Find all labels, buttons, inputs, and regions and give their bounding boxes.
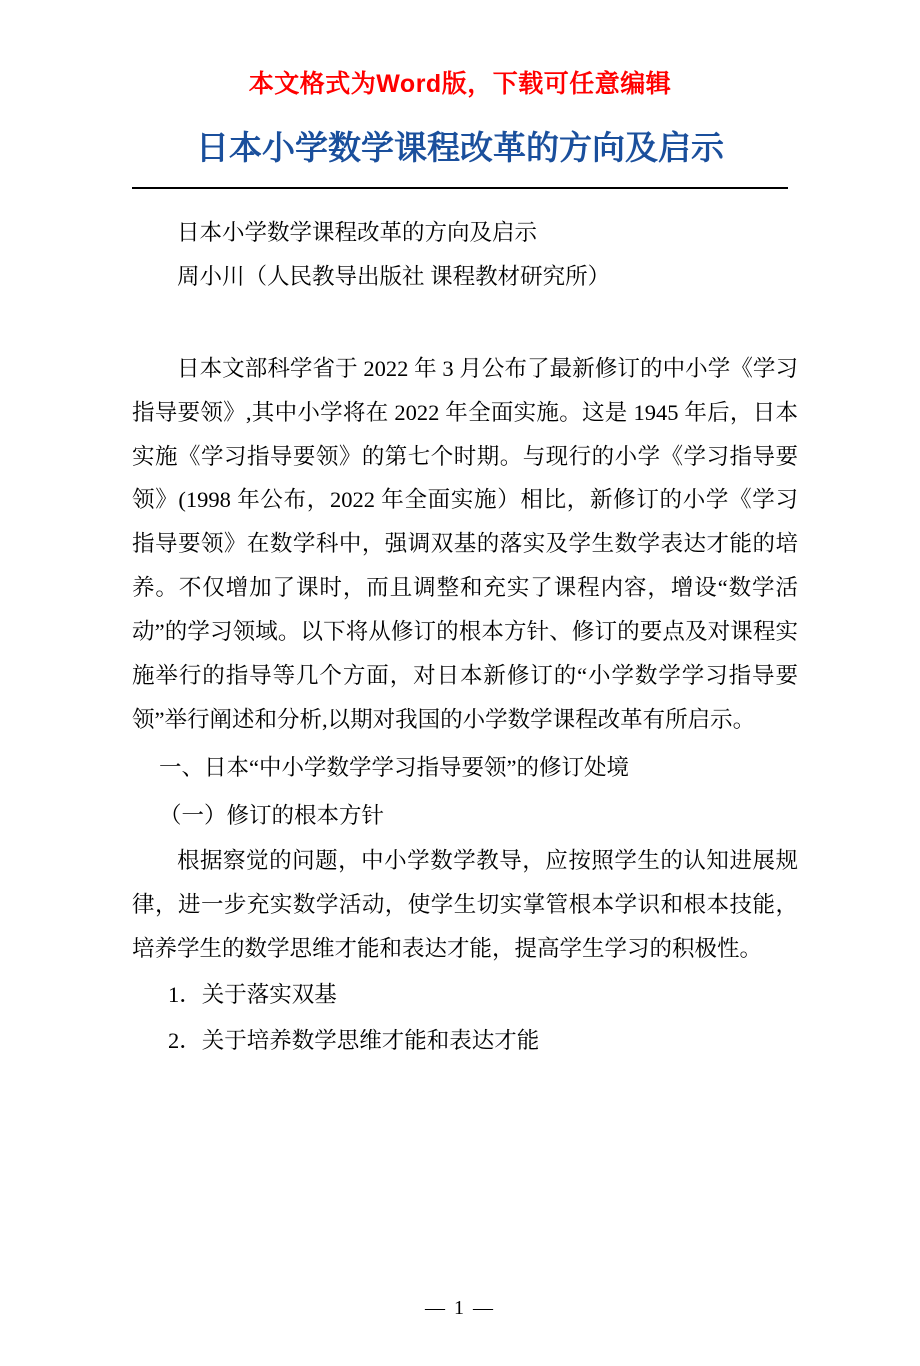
paragraph-body: 根据察觉的问题，中小学数学教导，应按照学生的认知进展规律，进一步充实数学活动，使学生切实掌管根本学识和根本技能，培养学生的数学思维才能和表达才能，提高学生学习的积极性。 [132, 848, 798, 962]
page-number: — 1 — [425, 1297, 495, 1319]
document-page [0, 64, 920, 1366]
page-title: 日本小学数学课程改革的方向及启示 [196, 131, 724, 167]
section-heading: 一、日本“中小学数学学习指导要领”的修订处境 [159, 754, 629, 780]
document-content [132, 211, 798, 1063]
list-item: 1．关于落实双基 [168, 982, 337, 1007]
watermark-banner: 本文格式为Word版，下载可任意编辑 [248, 70, 672, 98]
header-line-1: 日本小学数学课程改革的方向及启示 [177, 220, 538, 245]
header-line-2: 周小川（人民教导出版社 课程教材研究所） [177, 263, 611, 289]
paragraph-intro: 日本文部科学省于 2022 年 3 月公布了最新修订的中小学《学习指导要领》,其中小学将在 2022 年全面实施。这是 1945 年后，日本实施《学习指导要领》的第七个时期。与现行的小学《学习指导要领》(1998 年公布，2022 年全面实施）相比，新修订的小学《学习指导要领》在数学科中，强调双基的落实及学生数学表达才能的培养。不仅增加了课时，而且调整和充实了课程内容，增设“数学活动”的学习领域。以下将从修订的根本方针、修订的要点及对课程实施举行的指导等几个方面，对日本新修订的“小学数学学习指导要领”举行阐述和分析,以期对我国的小学数学课程改革有所启示。 [132, 355, 798, 732]
subsection-heading: （一）修订的根本方针 [159, 802, 385, 828]
title-divider [132, 187, 788, 189]
list-item: 2．关于培养数学思维才能和表达才能 [168, 1027, 540, 1053]
spacer [132, 299, 798, 345]
